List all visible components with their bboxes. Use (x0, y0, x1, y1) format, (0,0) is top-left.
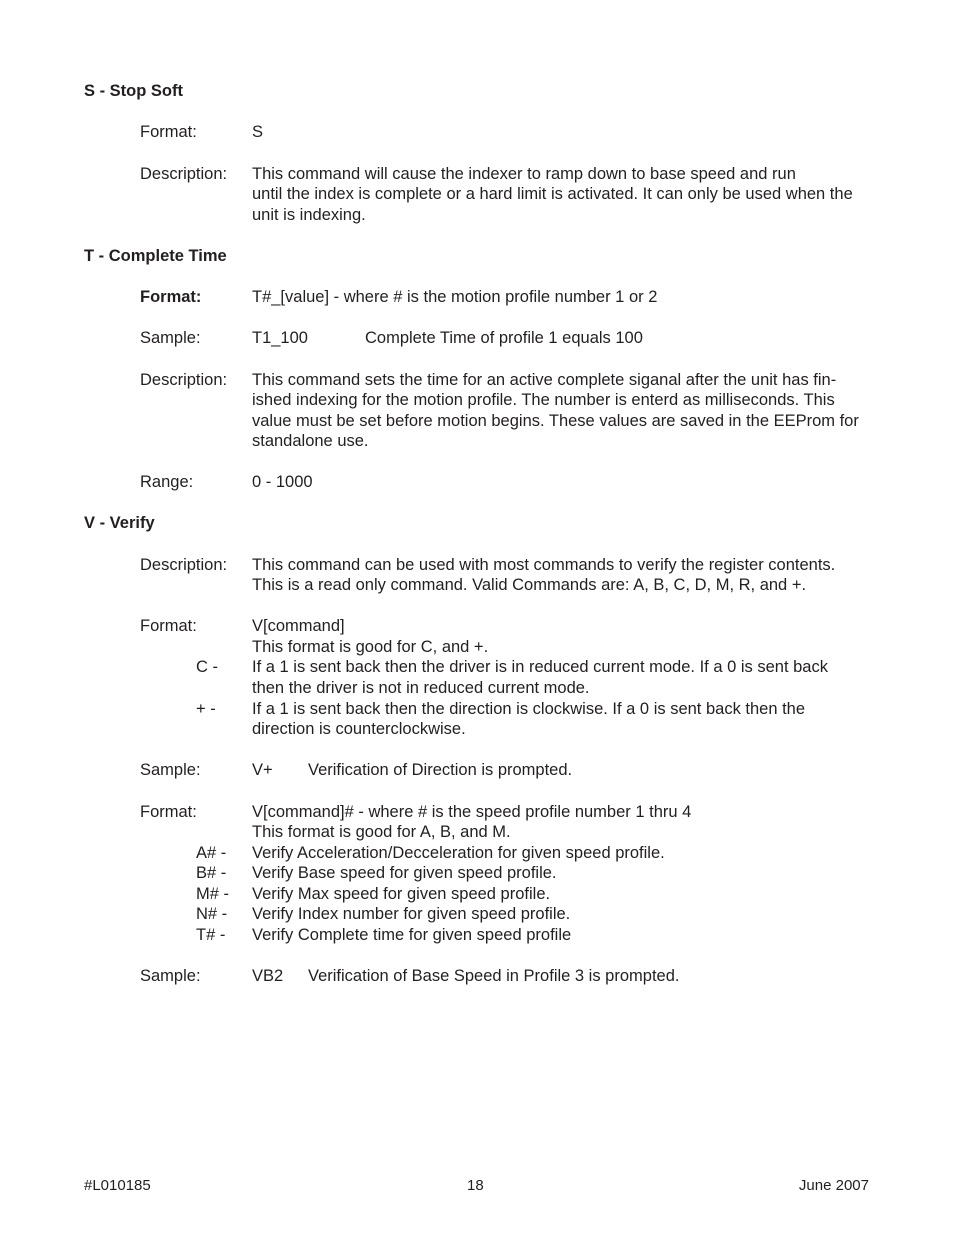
sample-text: Verification of Direction is prompted. (308, 761, 573, 779)
description-label: Description: (140, 556, 228, 574)
description-line: standalone use. (252, 432, 369, 450)
description-line: unit is indexing. (252, 206, 366, 224)
footer-page-number: 18 (467, 1177, 484, 1194)
command-key: N# - (196, 905, 228, 923)
sample-text: Complete Time of profile 1 equals 100 (365, 329, 643, 347)
command-key: M# - (196, 885, 229, 903)
format-label: Format: (140, 617, 197, 635)
command-description: direction is counterclockwise. (252, 720, 466, 738)
footer-date: June 2007 (798, 1177, 869, 1194)
command-key: + - (196, 700, 216, 718)
sample-code: VB2 (252, 967, 284, 985)
command-key: B# - (196, 864, 227, 882)
sample-label: Sample: (140, 967, 201, 985)
format-value: V[command]# - where # is the speed profile number 1 thru 4 (252, 803, 692, 821)
sample-code: T1_100 (252, 329, 308, 347)
format-note: This format is good for A, B, and M. (252, 823, 511, 841)
range-value: 0 - 1000 (252, 473, 313, 491)
command-description: Verify Max speed for given speed profile. (252, 885, 551, 903)
format-label: Format: (140, 803, 197, 821)
command-description: then the driver is not in reduced current mode. (252, 679, 590, 697)
section-heading-complete-time: T - Complete Time (84, 247, 227, 265)
format-value: S (252, 123, 264, 141)
description-label: Description: (140, 165, 228, 183)
sample-label: Sample: (140, 329, 201, 347)
section-heading-verify: V - Verify (84, 514, 155, 532)
command-key: T# - (196, 926, 226, 944)
footer-doc-number: #L010185 (84, 1177, 151, 1194)
sample-code: V+ (252, 761, 273, 779)
range-label: Range: (140, 473, 194, 491)
command-description: Verify Base speed for given speed profile. (252, 864, 557, 882)
command-key: C - (196, 658, 218, 676)
command-description: Verify Index number for given speed profile. (252, 905, 571, 923)
format-note: This format is good for C, and +. (252, 638, 489, 656)
command-key: A# - (196, 844, 227, 862)
format-label: Format: (140, 123, 197, 141)
command-description: Verify Complete time for given speed profile (252, 926, 572, 944)
description-line: This is a read only command. Valid Commands are: A, B, C, D, M, R, and +. (252, 576, 807, 594)
sample-text: Verification of Base Speed in Profile 3 is prompted. (308, 967, 680, 985)
description-line: value must be set before motion begins. These values are saved in the EEProm for (252, 412, 859, 430)
command-description: Verify Acceleration/Decceleration for given speed profile. (252, 844, 665, 862)
description-line: ished indexing for the motion profile. The number is enterd as milliseconds. This (252, 391, 835, 409)
format-label: Format: (140, 288, 202, 306)
section-heading-stop-soft: S - Stop Soft (84, 82, 183, 100)
description-label: Description: (140, 371, 228, 389)
description-line: This command sets the time for an active complete siganal after the unit has fin- (252, 371, 837, 389)
sample-label: Sample: (140, 761, 201, 779)
format-value: V[command] (252, 617, 345, 635)
command-description: If a 1 is sent back then the driver is in reduced current mode. If a 0 is sent back (252, 658, 828, 676)
description-line: This command can be used with most commands to verify the register contents. (252, 556, 836, 574)
description-line: This command will cause the indexer to ramp down to base speed and run (252, 165, 796, 183)
description-line: until the index is complete or a hard limit is activated. It can only be used when the (252, 185, 853, 203)
command-description: If a 1 is sent back then the direction is clockwise. If a 0 is sent back then the (252, 700, 806, 718)
format-value: T#_[value] - where # is the motion profile number 1 or 2 (252, 288, 658, 306)
